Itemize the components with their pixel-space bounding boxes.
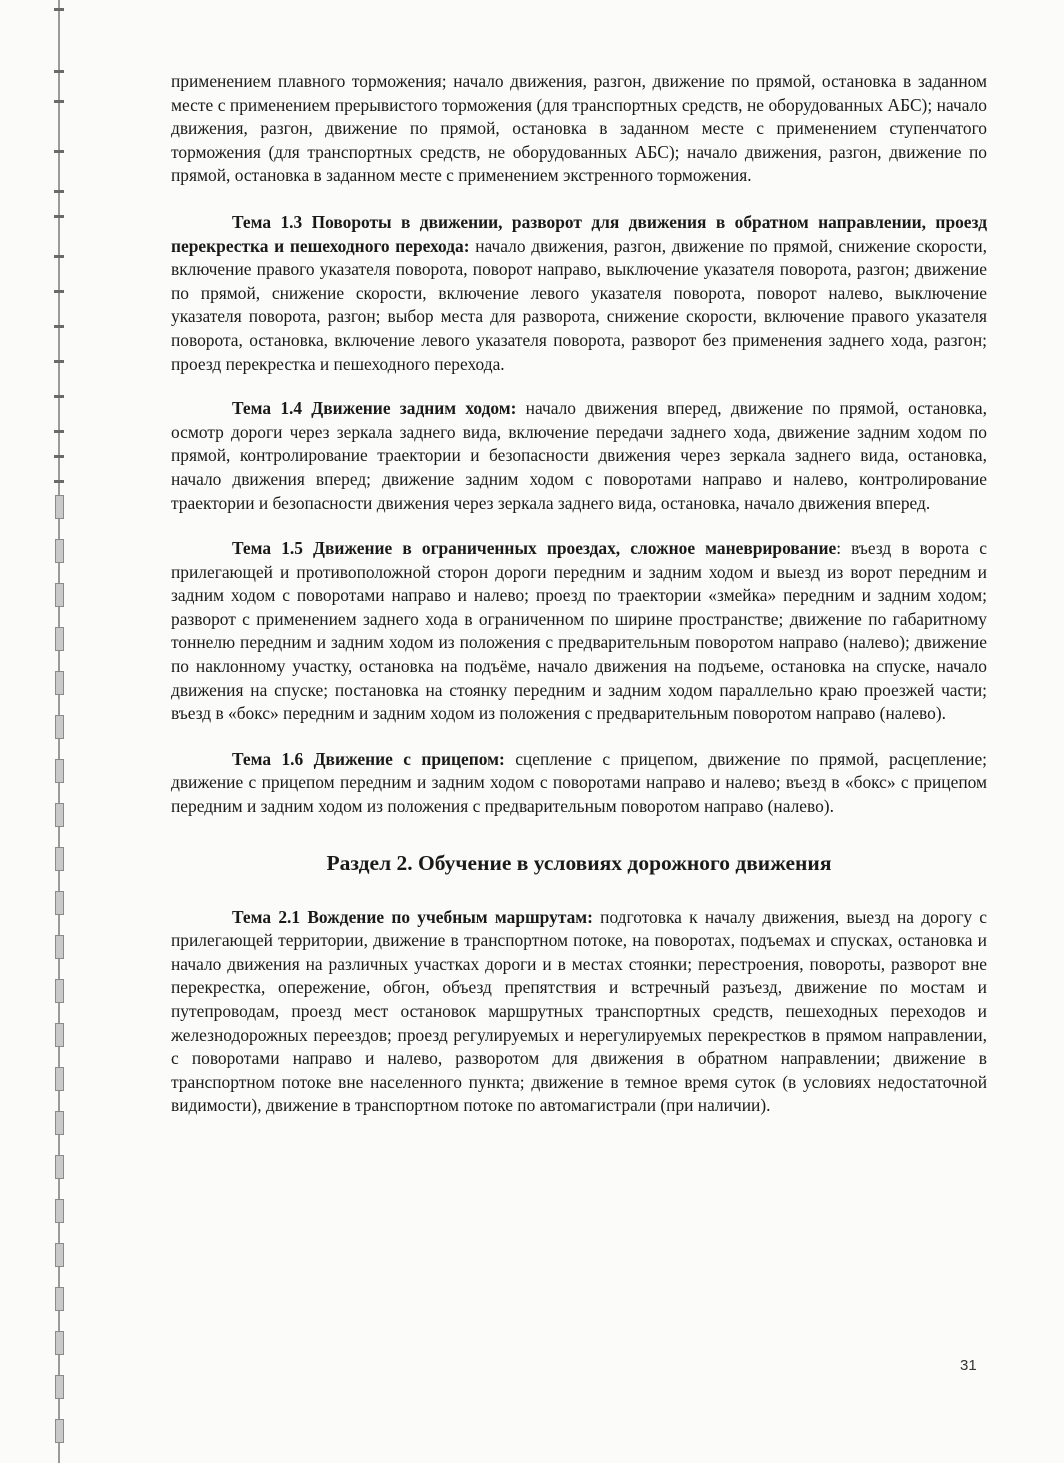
binding-hole	[55, 1155, 64, 1179]
binding-hole	[55, 891, 64, 915]
page-content	[171, 70, 987, 1118]
topic-1-4-title: Тема 1.4 Движение задним ходом:	[232, 398, 517, 419]
section-heading: Раздел 2. Обучение в условиях дорожного движения	[326, 850, 832, 875]
topic-1-6-title: Тема 1.6 Движение с прицепом:	[232, 748, 505, 769]
binding-hole	[55, 583, 64, 607]
binding-tick	[54, 395, 64, 398]
binding-tick	[54, 455, 64, 458]
binding-hole	[55, 715, 64, 739]
page-number: 31	[960, 1357, 977, 1374]
topic-1-3-body: начало движения, разгон, движение по прямой, снижение скорости, включение правого указателя поворота, поворот направо, выключение указателя поворота, разгон; движение по прямой, снижение скорости, включение левого указателя поворота, поворот налево, выключение указателя поворота, разгон; выбор места для разворота, снижение скорости, включение правого указателя поворота, остановка, включение левого указателя поворота, разворот без применения заднего хода, разгон; проезд перекрестка и пешеходного перехода.	[171, 235, 987, 374]
binding-hole	[55, 671, 64, 695]
binding-hole	[55, 1243, 64, 1267]
binding-tick	[54, 290, 64, 293]
binding-hole	[55, 1111, 64, 1135]
binding-tick	[54, 360, 64, 363]
binding-hole	[55, 1375, 64, 1399]
binding-hole	[55, 979, 64, 1003]
binding-tick	[54, 70, 64, 73]
intro-paragraph: применением плавного торможения; начало движения, разгон, движение по прямой, остановка в заданном месте с применением прерывистого торможения (для транспортных средств, не оборудованных АБС); начало движения, разгон, движение по прямой, остановка в заданном месте с применением ступенчатого торможения (для транспортных средств, не оборудованных АБС); начало движения, разгон, движение по прямой, остановка в заданном месте с применением экстренного торможения.	[171, 71, 987, 186]
binding-hole	[55, 539, 64, 563]
binding-tick	[54, 480, 64, 483]
binding-hole	[55, 627, 64, 651]
binding-tick	[54, 430, 64, 433]
topic-2-1-body: подготовка к началу движения, выезд на дорогу с прилегающей территории, движение в транспортном потоке, на поворотах, подъемах и спусках, остановка и начало движения на различных участках дороги и в местах стоянки; перестроения, повороты, разворот вне перекрестка, опережение, обгон, объезд препятствия и встречный разъезд, движение по мостам и путепроводам, проезд мест остановок маршрутных транспортных средств, пешеходных переходов и железнодорожных переездов; проезд регулируемых и нерегулируемых перекрестков в прямом направлении, с поворотами направо и налево, разворотом для движения в обратном направлении; движение в транспортном потоке вне населенного пункта; движение в темное время суток (в условиях недостаточной видимости), движение в транспортном потоке по автомагистрали (при наличии).	[171, 906, 987, 1116]
topic-1-3-title: Тема 1.3 Повороты в движении, разворот для движения в обратном направлении, проезд перекрестка и пешеходного перехода:	[171, 211, 987, 256]
binding-hole	[55, 1331, 64, 1355]
binding-hole	[55, 847, 64, 871]
binding-hole	[55, 1199, 64, 1223]
binding-tick	[54, 255, 64, 258]
binding-hole	[55, 495, 64, 519]
topic-1-6	[171, 748, 987, 819]
topic-1-3	[171, 211, 987, 376]
topic-1-4	[171, 397, 987, 515]
binding-tick	[54, 325, 64, 328]
binding-tick	[54, 190, 64, 193]
binding-hole	[55, 1067, 64, 1091]
binding-hole	[55, 759, 64, 783]
binding-tick	[54, 100, 64, 103]
binding-hole	[55, 935, 64, 959]
binding-hole	[55, 803, 64, 827]
topic-1-5-title: Тема 1.5 Движение в ограниченных проездах, сложное маневрирование	[232, 538, 837, 559]
binding-hole	[55, 1419, 64, 1443]
topic-1-5-body: : въезд в ворота с прилегающей и противоположной сторон дороги передним и задним ходом и выезд из ворот передним и задним ходом с поворотами направо и налево; проезд по траектории «змейка» передним и задним ходом; разворот с применением заднего хода в ограниченном по ширине пространстве; движение по габаритному тоннелю передним и задним ходом из положения с предварительным поворотом направо (налево); движение по наклонному участку, остановка на подъёме, начало движения на подъеме, остановка на спуске, начало движения на спуске; постановка на стоянку передним и задним ходом параллельно краю проезжей части; въезд в «бокс» передним и задним ходом из положения с предварительным поворотом направо (налево).	[171, 538, 987, 724]
binding-tick	[54, 150, 64, 153]
binding-tick	[54, 215, 64, 218]
binding-tick	[54, 8, 64, 11]
topic-2-1-title: Тема 2.1 Вождение по учебным маршрутам:	[232, 906, 593, 927]
binding-hole	[55, 1287, 64, 1311]
topic-1-6-body: сцепление с прицепом, движение по прямой, расцепление; движение с прицепом передним и задним ходом с поворотами направо и налево; въезд в «бокс» с прицепом передним и задним ходом из положения с предварительным поворотом направо (налево).	[171, 748, 987, 817]
binding-strip	[44, 0, 72, 1463]
binding-hole	[55, 1023, 64, 1047]
topic-1-4-body: начало движения вперед, движение по прямой, остановка, осмотр дороги через зеркала заднего вида, включение передачи заднего хода, движение задним ходом по прямой, контролирование траектории и безопасности движения через зеркала заднего вида, остановка, начало движения вперед; движение задним ходом с поворотами направо и налево, контролирование траектории и безопасности движения через зеркала заднего вида, остановка, начало движения вперед.	[171, 398, 987, 513]
topic-1-5	[171, 537, 987, 726]
topic-2-1	[171, 906, 987, 1118]
